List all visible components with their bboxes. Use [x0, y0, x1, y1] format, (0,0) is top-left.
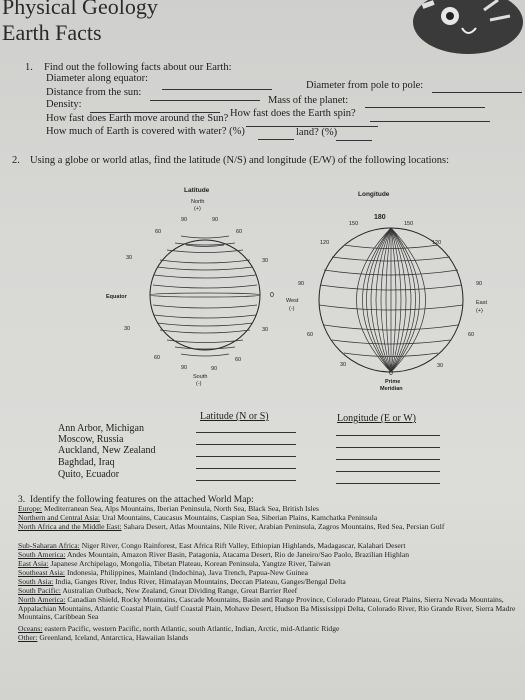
- lon-tick: 30: [437, 363, 444, 369]
- q1-distance-sun-blank[interactable]: [150, 100, 260, 101]
- feature-list: Canadian Shield, Rocky Mountains, Cascade Mountains, Basin and Range Province, Colorado Plateau, Great Plains, Sierra Nevada Mountains, Appalachian Mountains, Atlantic Coastal Plain, Gulf Coastal Plain, Mohave Desert, Hudson Ba Mississippi Delta, Colorado River, Rio Grande River, Sierra Madre Mountains, Caribbean Sea: [18, 595, 516, 622]
- feature-region: North America:: [18, 595, 66, 604]
- lat-tick: 60: [154, 355, 161, 361]
- lat-tick: 60: [236, 229, 243, 235]
- longitude-blank[interactable]: [336, 483, 440, 484]
- longitude-blank[interactable]: [336, 471, 440, 472]
- lon-tick: 60: [468, 332, 475, 338]
- lon-tick: 150: [404, 221, 414, 227]
- feature-region: Europe:: [18, 504, 43, 513]
- prime-label: Prime: [385, 379, 401, 385]
- q1-number: 1.: [25, 62, 33, 73]
- q1-spin-blank[interactable]: [370, 121, 490, 122]
- lon-tick: 120: [432, 240, 442, 246]
- cartoon-logo-icon: [398, 0, 525, 64]
- north-label: North: [191, 199, 205, 205]
- lat-tick: 30: [262, 258, 269, 264]
- south-minus-label: (-): [196, 381, 202, 387]
- lat-tick: 30: [124, 326, 131, 332]
- longitude-column-header: Longitude (E or W): [337, 413, 416, 424]
- west-minus-label: (-): [289, 306, 295, 312]
- feature-item: [18, 596, 524, 622]
- feature-region: South Pacific:: [18, 586, 61, 595]
- latitude-globe: [145, 215, 265, 375]
- feature-list: Australian Outback, New Zealand, Great Dividing Range, Great Barrier Reef: [62, 586, 298, 595]
- q1-prompt: Find out the following facts about our Earth:: [44, 62, 232, 73]
- longitude-blank[interactable]: [336, 459, 440, 460]
- feature-list: Andes Mountain, Amazon River Basin, Patagonia, Atacama Desert, Rio de Janeiro/Sao Paolo, Brazilian Highlan: [66, 550, 410, 559]
- feature-region: Northern and Central Asia:: [18, 513, 101, 522]
- feature-list: Japanese Archipelago, Mongolia, Tibetan Plateau, Korean Peninsula, Yangtze River, Taiwan: [50, 559, 331, 568]
- q1-water-blank[interactable]: [258, 139, 294, 140]
- location-name: Quito, Ecuador: [58, 469, 120, 480]
- latitude-blank[interactable]: [196, 444, 296, 445]
- q1-diameter-poles-blank[interactable]: [432, 92, 522, 93]
- lon-tick: 30: [340, 362, 347, 368]
- latitude-column-header: Latitude (N or S): [200, 411, 269, 422]
- longitude-globe: [306, 225, 476, 375]
- feature-region: Southeast Asia:: [18, 568, 66, 577]
- east-plus-label: (+): [476, 308, 483, 314]
- feature-region: Other:: [18, 633, 38, 642]
- lat-tick: 60: [155, 229, 162, 235]
- q1-diameter-poles-label: Diameter from pole to pole:: [306, 80, 424, 91]
- location-name: Baghdad, Iraq: [58, 457, 115, 468]
- south-label: South: [193, 374, 208, 380]
- q1-land-label: land? (%): [296, 127, 338, 138]
- lat-tick: 90: [181, 217, 188, 223]
- lon-tick: 90: [298, 281, 305, 287]
- page-title-line1: Physical Geology: [2, 0, 158, 19]
- feature-list: Sahara Desert, Atlas Mountains, Nile River, Arabian Peninsula, Zagros Mountains, Red Sea, Persian Gulf: [123, 522, 445, 531]
- location-name: Ann Arbor, Michigan: [58, 423, 144, 434]
- lon-tick: 120: [320, 240, 330, 246]
- page-title-line2: Earth Facts: [2, 20, 102, 45]
- lat-tick: 90: [212, 217, 219, 223]
- feature-list: eastern Pacific, western Pacific, north Atlantic, south Atlantic, Indian, Arctic, mid-Atlantic Ridge: [44, 624, 340, 633]
- feature-list: Mediterranean Sea, Alps Mountains, Iberian Peninsula, North Sea, Black Sea, British Isles: [43, 504, 319, 513]
- feature-list: Indonesia, Philippines, Mainland (Indochina), Java Trench, Papua-New Guinea: [66, 568, 309, 577]
- meridian-label: Meridian: [380, 386, 403, 392]
- feature-region: East Asia:: [18, 559, 49, 568]
- feature-region: South America:: [18, 550, 66, 559]
- longitude-blank[interactable]: [336, 447, 440, 448]
- latitude-blank[interactable]: [196, 480, 296, 481]
- q1-mass-blank[interactable]: [365, 107, 485, 108]
- lon-tick: 90: [476, 281, 483, 287]
- west-label: West: [286, 298, 299, 304]
- feature-list: Ural Mountains, Caucasus Mountains, Caspian Sea, Siberian Plains, Kamchatka Peninsula: [101, 513, 378, 522]
- lat-tick: 30: [262, 327, 269, 333]
- equator-label: Equator: [106, 294, 127, 300]
- feature-region: North Africa and the Middle East:: [18, 522, 122, 531]
- q1-density-label: Density:: [46, 99, 82, 110]
- q1-diameter-equator-blank[interactable]: [162, 89, 272, 90]
- q1-diameter-equator-label: Diameter along equator:: [46, 73, 149, 84]
- lat-tick: 0: [270, 292, 274, 299]
- feature-region: Oceans:: [18, 624, 43, 633]
- lat-tick: 30: [126, 255, 133, 261]
- q1-orbit-label: How fast does Earth move around the Sun?: [46, 113, 229, 124]
- q1-spin-label: How fast does the Earth spin?: [230, 108, 356, 119]
- latitude-blank[interactable]: [196, 456, 296, 457]
- feature-region: Sub-Saharan Africa:: [18, 541, 80, 550]
- lat-tick: 90: [211, 366, 218, 372]
- q1-mass-label: Mass of the planet:: [268, 95, 349, 106]
- q3-number: 3.: [18, 495, 26, 505]
- feature-list: Niger River, Congo Rainforest, East Africa Rift Valley, Ethiopian Highlands, Madagascar, Kalahari Desert: [81, 541, 406, 550]
- feature-list: Greenland, Iceland, Antarctica, Hawaiian Islands: [39, 633, 189, 642]
- latitude-heading: Latitude: [184, 187, 210, 194]
- feature-list: India, Ganges River, Indus River, Himalayan Mountains, Deccan Plateau, Ganges/Bengal Delta: [55, 577, 346, 586]
- feature-item: [18, 523, 524, 532]
- lon-tick: 60: [307, 332, 314, 338]
- north-plus-label: (+): [194, 206, 201, 212]
- east-label: East: [476, 300, 488, 306]
- lon-tick: 180: [374, 214, 386, 221]
- q2-prompt: Using a globe or world atlas, find the latitude (N/S) and longitude (E/W) of the following locations:: [30, 155, 450, 166]
- feature-region: South Asia:: [18, 577, 54, 586]
- lon-tick: 150: [349, 221, 359, 227]
- longitude-heading: Longitude: [358, 191, 390, 198]
- latitude-blank[interactable]: [196, 468, 296, 469]
- q2-number: 2.: [12, 155, 20, 166]
- q1-water-label: How much of Earth is covered with water? (%): [46, 126, 245, 137]
- q1-distance-sun-label: Distance from the sun:: [46, 87, 142, 98]
- latitude-blank[interactable]: [196, 432, 296, 433]
- location-name: Moscow, Russia: [58, 434, 124, 445]
- location-name: Auckland, New Zealand: [58, 445, 156, 456]
- lat-tick: 90: [181, 365, 188, 371]
- feature-item: [18, 634, 188, 643]
- longitude-blank[interactable]: [336, 435, 440, 436]
- q3-prompt: Identify the following features on the attached World Map:: [30, 495, 254, 505]
- q1-land-blank[interactable]: [336, 140, 372, 141]
- lon-tick: 0: [389, 370, 393, 377]
- lat-tick: 60: [235, 357, 242, 363]
